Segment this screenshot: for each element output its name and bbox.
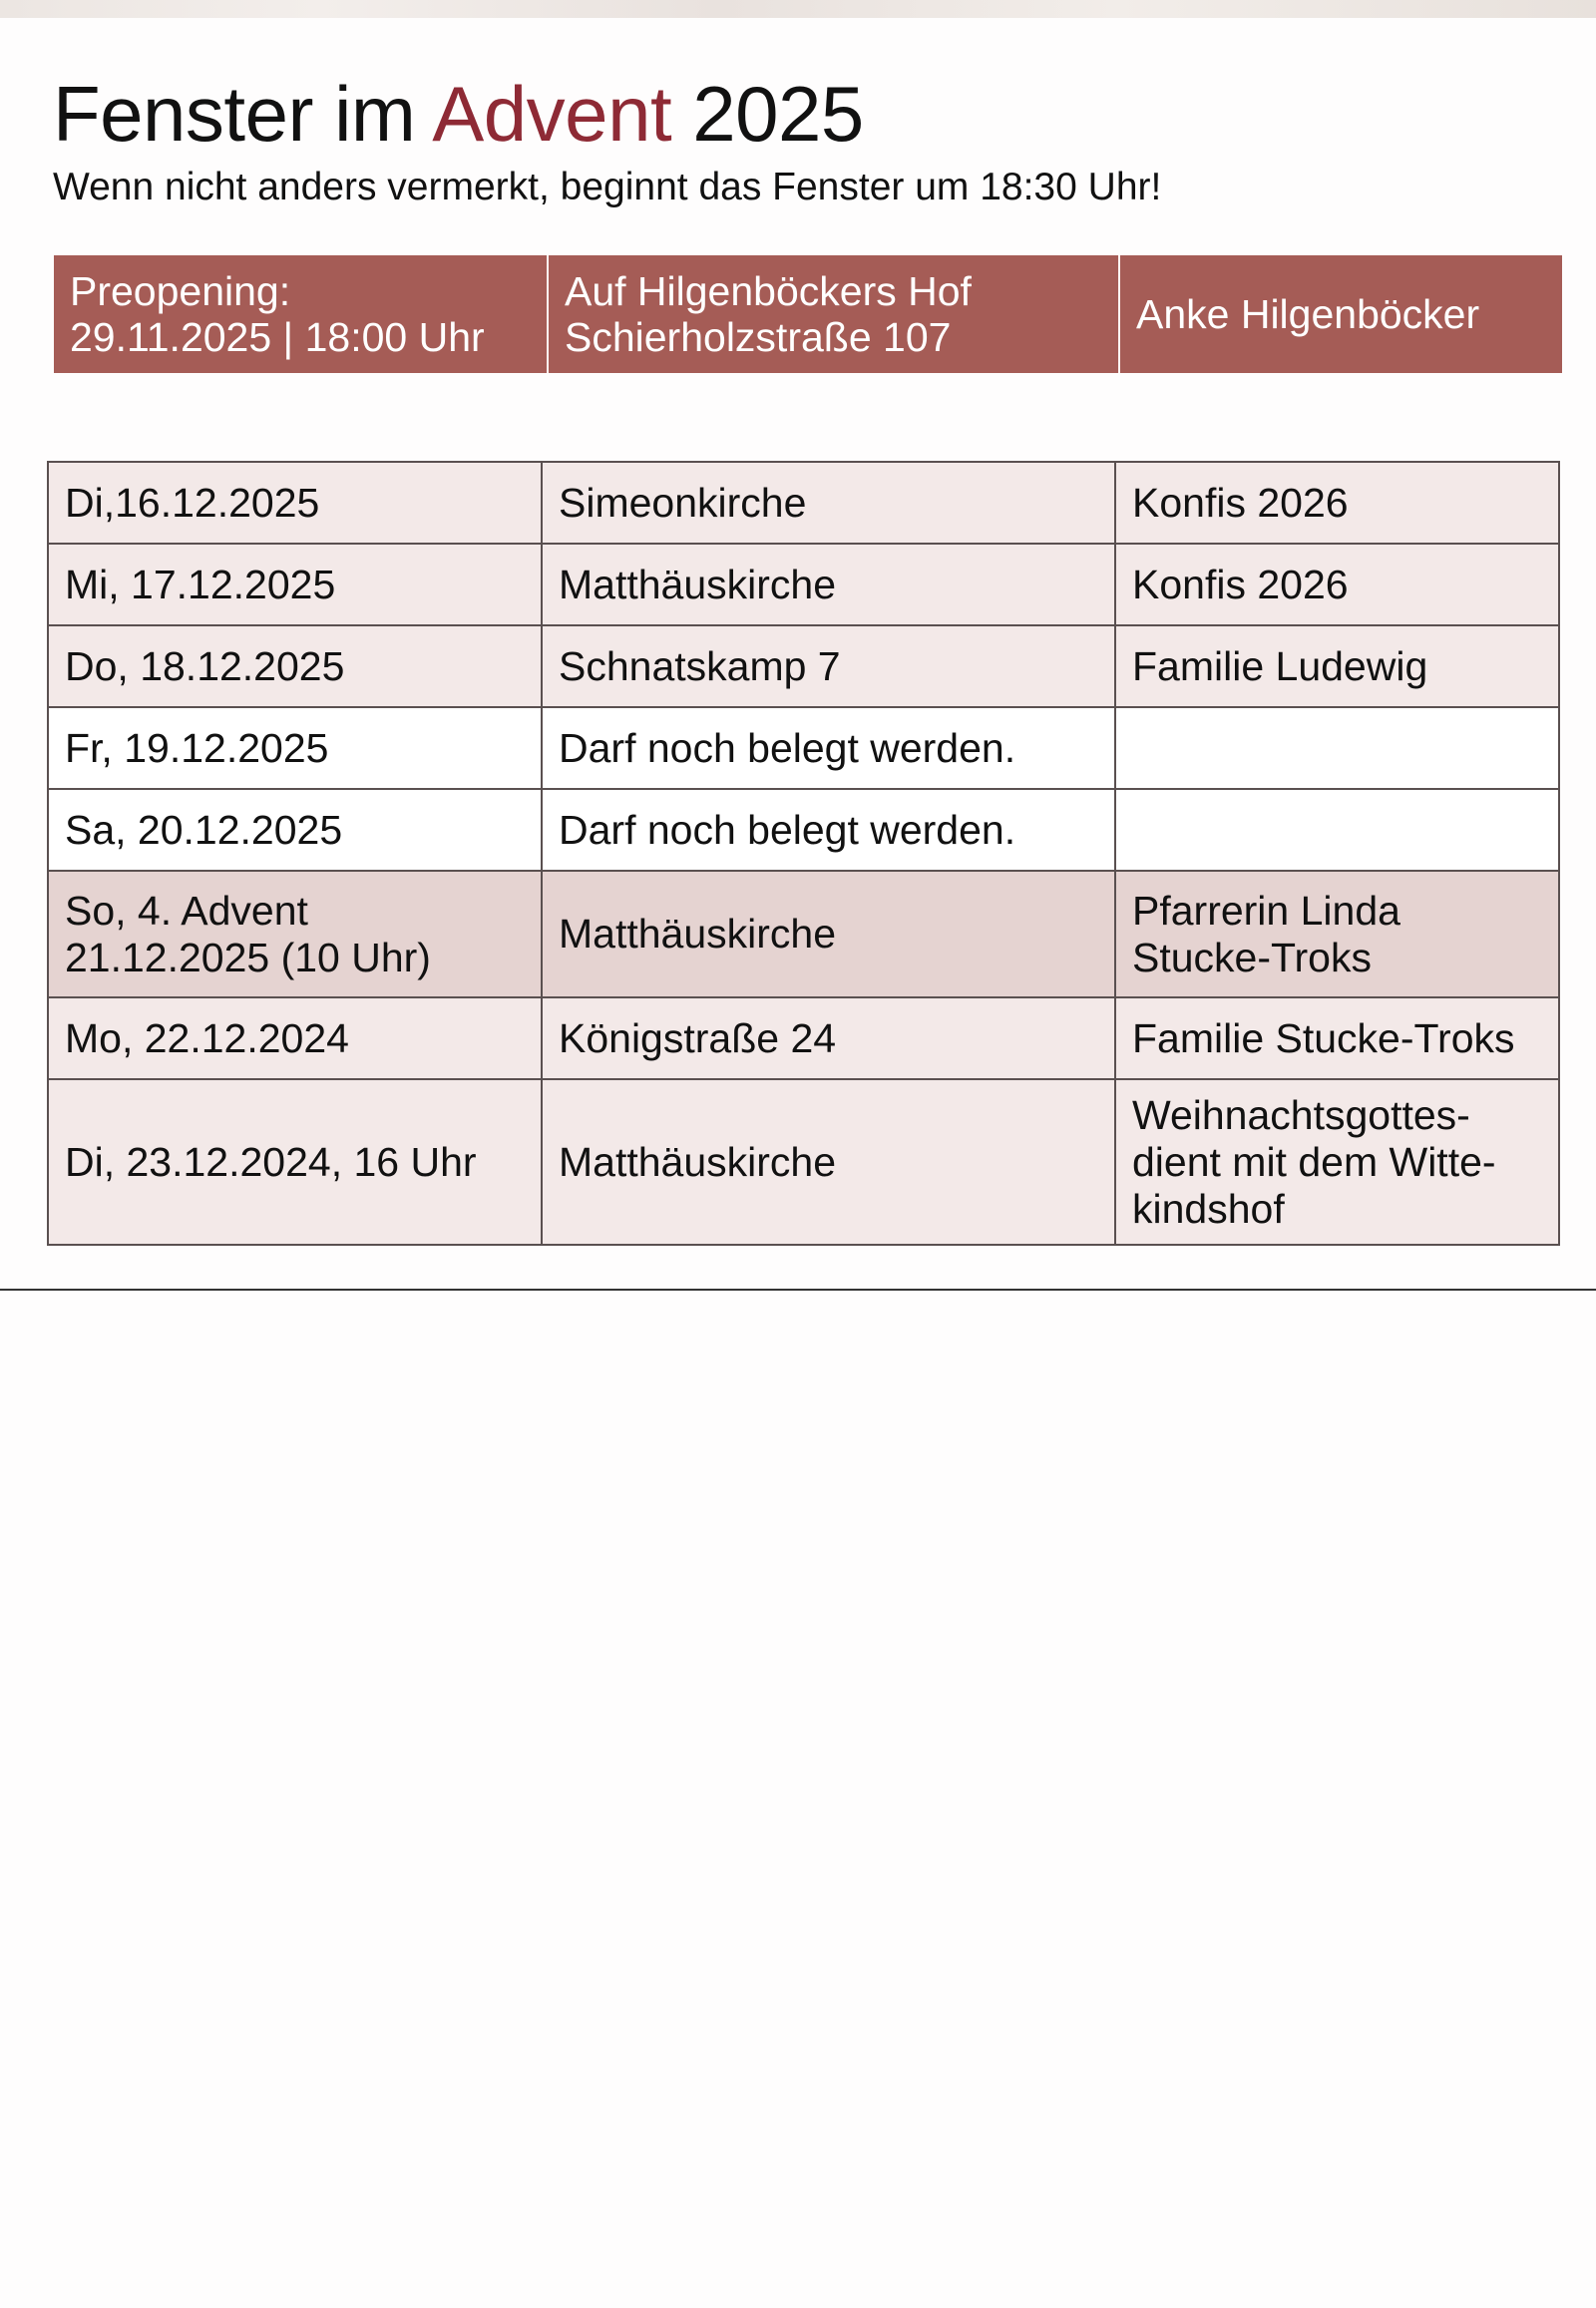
host-cell: Konfis 2026	[1115, 544, 1559, 625]
table-row	[48, 1079, 1559, 1245]
place-cell: Matthäuskirche	[542, 1079, 1115, 1245]
table-row	[48, 997, 1559, 1079]
host-cell	[1115, 871, 1559, 997]
date-cell	[48, 871, 542, 997]
host-cell: Konfis 2026	[1115, 462, 1559, 544]
open-slot-note: Darf noch belegt werden.	[542, 789, 1115, 871]
date-cell: Do, 18.12.2025	[48, 625, 542, 707]
place-cell: Schnatskamp 7	[542, 625, 1115, 707]
preopening-datetime: 29.11.2025 | 18:00 Uhr	[70, 314, 485, 360]
host-line2: dient mit dem Witte-	[1132, 1138, 1496, 1185]
host-cell	[1115, 1079, 1559, 1245]
table-row-open-slot	[48, 789, 1559, 871]
table-row	[48, 462, 1559, 544]
date-cell: Sa, 20.12.2025	[48, 789, 542, 871]
host-cell	[1115, 707, 1559, 789]
date-line2: 21.12.2025 (10 Uhr)	[65, 934, 431, 980]
preopening-label: Preopening:	[70, 268, 291, 314]
table-row	[48, 544, 1559, 625]
title-text-part2: 2025	[671, 70, 864, 158]
place-cell: Simeonkirche	[542, 462, 1115, 544]
date-cell: Mo, 22.12.2024	[48, 997, 542, 1079]
host-line2: Stucke-Troks	[1132, 934, 1372, 980]
table-row-advent-sunday	[48, 871, 1559, 997]
date-cell: Di, 23.12.2024, 16 Uhr	[48, 1079, 542, 1245]
advent-schedule-table	[47, 461, 1560, 1246]
host-line1: Weihnachtsgottes-	[1132, 1091, 1470, 1138]
table-row	[48, 625, 1559, 707]
host-cell: Familie Ludewig	[1115, 625, 1559, 707]
place-cell: Königstraße 24	[542, 997, 1115, 1079]
preopening-place-line2: Schierholzstraße 107	[565, 314, 952, 360]
preopening-banner	[54, 255, 1562, 373]
open-slot-note: Darf noch belegt werden.	[542, 707, 1115, 789]
date-cell: Mi, 17.12.2025	[48, 544, 542, 625]
table-row-open-slot	[48, 707, 1559, 789]
host-line1: Pfarrerin Linda	[1132, 887, 1400, 934]
decorative-top-strip	[0, 0, 1596, 18]
preopening-place-cell	[547, 255, 1118, 373]
title-text-part1: Fenster im	[53, 70, 433, 158]
preopening-place-line1: Auf Hilgenböckers Hof	[565, 268, 972, 314]
preopening-date-cell	[54, 255, 547, 373]
date-line1: So, 4. Advent	[65, 887, 308, 934]
date-cell: Fr, 19.12.2025	[48, 707, 542, 789]
host-cell	[1115, 789, 1559, 871]
place-cell: Matthäuskirche	[542, 871, 1115, 997]
host-cell: Familie Stucke-Troks	[1115, 997, 1559, 1079]
date-cell: Di,16.12.2025	[48, 462, 542, 544]
place-cell: Matthäuskirche	[542, 544, 1115, 625]
preopening-host: Anke Hilgenböcker	[1136, 291, 1480, 337]
title-accent-word: Advent	[432, 70, 672, 158]
page-title	[53, 66, 864, 162]
subtitle-note: Wenn nicht anders vermerkt, beginnt das Fenster um 18:30 Uhr!	[53, 166, 1162, 208]
preopening-host-cell	[1118, 255, 1562, 373]
host-line3: kindshof	[1132, 1185, 1285, 1232]
bottom-divider	[0, 1289, 1596, 1291]
